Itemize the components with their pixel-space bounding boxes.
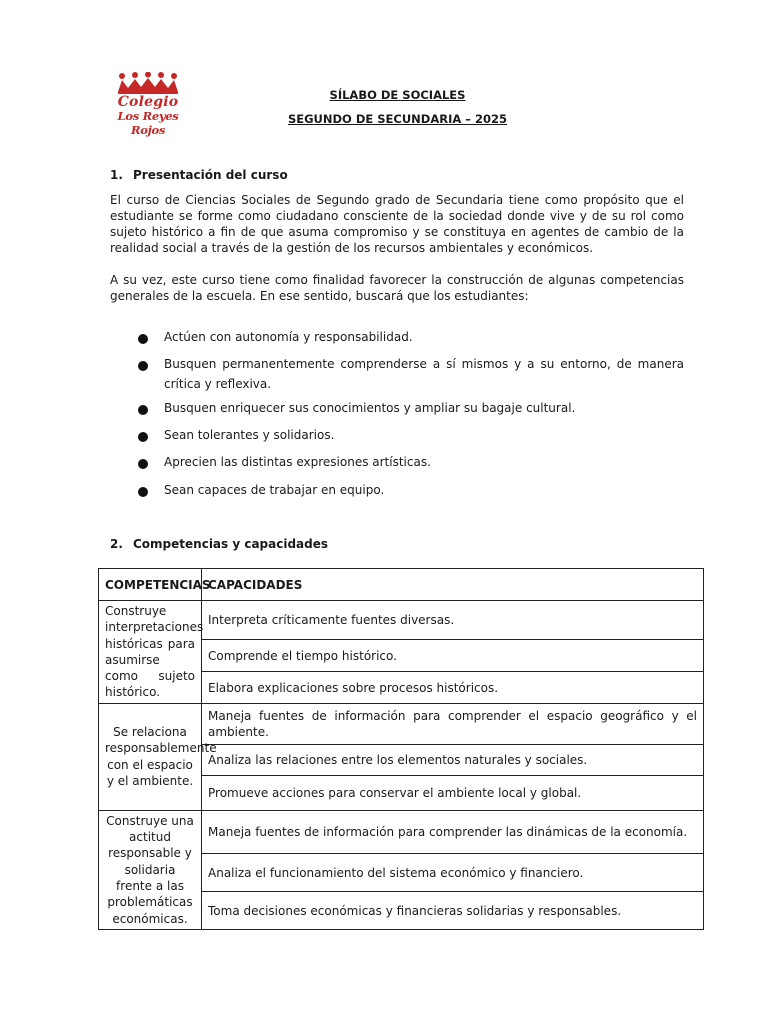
table-row bbox=[99, 810, 704, 853]
capacidad-cell: Maneja fuentes de información para comprender las dinámicas de la economía. bbox=[202, 810, 704, 853]
table-header-row bbox=[99, 569, 704, 601]
competencies-table bbox=[98, 568, 704, 930]
section-2-number: 2. bbox=[110, 537, 123, 551]
list-item: Sean tolerantes y solidarios. bbox=[138, 426, 684, 446]
table-row bbox=[99, 601, 704, 640]
section-1-number: 1. bbox=[110, 168, 123, 182]
section-2-heading bbox=[110, 537, 328, 551]
list-item: Busquen permanentemente comprenderse a sí mismos y a su entorno, de manera crítica y reflexiva. bbox=[138, 355, 684, 394]
capacidad-cell: Promueve acciones para conservar el ambiente local y global. bbox=[202, 775, 704, 810]
capacidad-cell: Maneja fuentes de información para comprender el espacio geográfico y el ambiente. bbox=[202, 703, 704, 744]
document-title: SÍLABO DE SOCIALES bbox=[329, 88, 466, 102]
competencia-cell: Construye una actitud responsable y solidaria frente a las problemáticas económicas. bbox=[99, 810, 202, 929]
table-row bbox=[99, 703, 704, 744]
section-1-paragraph-1: El curso de Ciencias Sociales de Segundo grado de Secundaria tiene como propósito que el estudiante se forme como ciudadano consciente de la sociedad donde vive y de su rol como sujeto histórico a fin de que asuma compromiso y se constituya en agentes de cambio de la realidad social a través de la gestión de los recursos ambientales y económicos. bbox=[110, 193, 684, 255]
bullet-icon bbox=[138, 459, 148, 469]
competencia-cell: Construye interpretaciones históricas para asumirse como sujeto histórico. bbox=[99, 601, 202, 704]
bullet-icon bbox=[138, 405, 148, 415]
bullet-icon bbox=[138, 334, 148, 344]
capacidad-cell: Analiza el funcionamiento del sistema económico y financiero. bbox=[202, 853, 704, 892]
list-item: Aprecien las distintas expresiones artísticas. bbox=[138, 453, 684, 473]
document-subtitle: SEGUNDO DE SECUNDARIA – 2025 bbox=[287, 112, 508, 126]
logo-text-line2: Los Reyes Rojos bbox=[117, 109, 179, 137]
bullet-icon bbox=[138, 432, 148, 442]
capacidad-cell: Comprende el tiempo histórico. bbox=[202, 639, 704, 671]
capacidad-cell: Elabora explicaciones sobre procesos históricos. bbox=[202, 672, 704, 703]
list-item: Busquen enriquecer sus conocimientos y ampliar su bagaje cultural. bbox=[138, 399, 684, 419]
bullet-icon bbox=[138, 361, 148, 371]
section-1-paragraph-2: A su vez, este curso tiene como finalidad favorecer la construcción de algunas competencias generales de la escuela. En ese sentido, buscará que los estudiantes: bbox=[110, 273, 684, 303]
capacidad-cell: Interpreta críticamente fuentes diversas. bbox=[202, 601, 704, 640]
competencia-cell: Se relaciona responsablemente con el espacio y el ambiente. bbox=[99, 703, 202, 810]
header-competencias: COMPETENCIAS bbox=[99, 569, 202, 601]
section-1-heading bbox=[110, 168, 288, 182]
header-capacidades: CAPACIDADES bbox=[202, 569, 704, 601]
list-item: Actúen con autonomía y responsabilidad. bbox=[138, 328, 684, 348]
bullet-icon bbox=[138, 487, 148, 497]
section-2-title: Competencias y capacidades bbox=[133, 537, 329, 551]
logo-text-line1: Colegio bbox=[117, 94, 179, 110]
capacidad-cell: Analiza las relaciones entre los elementos naturales y sociales. bbox=[202, 744, 704, 775]
section-1-title: Presentación del curso bbox=[133, 168, 288, 182]
list-item: Sean capaces de trabajar en equipo. bbox=[138, 481, 684, 501]
capacidad-cell: Toma decisiones económicas y financieras solidarias y responsables. bbox=[202, 892, 704, 929]
